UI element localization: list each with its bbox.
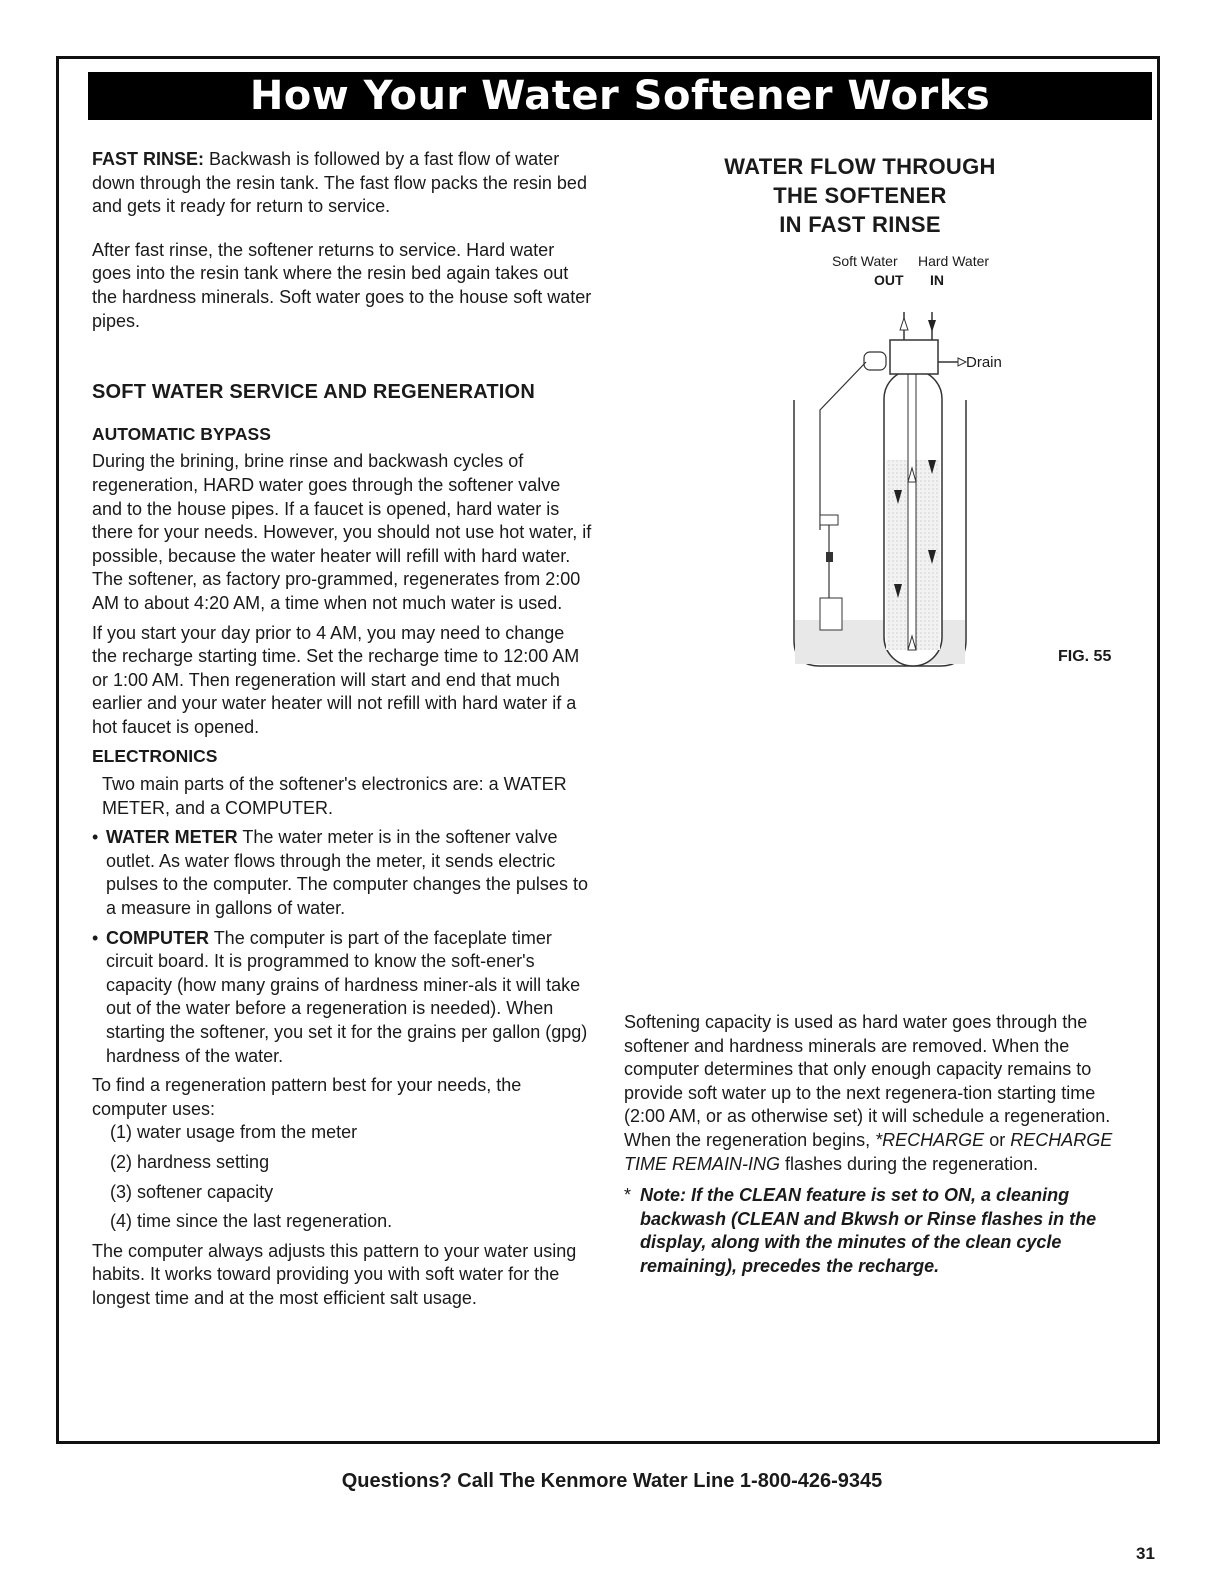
arrow-up-icon [900,318,908,330]
list-item: (2) hardness setting [110,1151,270,1172]
computer-text: The computer is part of the faceplate timer circuit board. It is programmed to know the soft-ener's capacity (how many grains of hardness miner-als it will take out of the water before a regeneration is needed). When starting the softener, you set it for the grains per gallon (gpg) hardness of the water. [106,927,588,1066]
computer-label: COMPUTER [106,927,209,948]
valve-head [890,340,938,374]
water-meter-label: WATER METER [106,827,238,848]
electronics-heading: ELECTRONICS [92,746,218,767]
page-number: 31 [1136,1544,1155,1563]
brine-float [820,515,838,525]
in-label: IN [930,272,944,288]
left-column [92,148,592,1311]
valve-knob [864,352,886,370]
clean-note [624,1184,1124,1278]
fast-rinse-paragraph [92,148,592,219]
note-asterisk: * [624,1185,632,1206]
section-heading: SOFT WATER SERVICE AND REGENERATION [92,381,535,404]
footer-helpline: Questions? Call The Kenmore Water Line 1-800-426-9345 [341,1470,883,1492]
closing-paragraph: The computer always adjusts this pattern to your water using habits. It works toward providing you with soft water for the longest time and at the most efficient salt usage. [92,1240,577,1308]
water-meter-text: The water meter is in the softener valve outlet. As water flows through the meter, it sends electric pulses to the computer. The computer changes the pulses to a measure in gallons of water. [106,827,588,919]
right-column [624,1011,1124,1279]
capacity-end: flashes during the regeneration. [780,1153,1039,1174]
list-item: (3) softener capacity [110,1181,274,1202]
out-label: OUT [874,272,904,288]
air-check [820,598,842,630]
figure-number: FIG. 55 [1058,648,1112,665]
figure-title [680,152,1040,239]
drain-arrow-icon [958,358,966,366]
hard-water-label: Hard Water [918,253,990,269]
bypass-heading: AUTOMATIC BYPASS [92,423,271,444]
drain-label: Drain [966,354,1002,371]
list-item: (1) water usage from the meter [110,1122,358,1143]
page-title: How Your Water Softener Works [88,72,1152,120]
softener-diagram [780,300,980,680]
bypass-paragraph-1: During the brining, brine rinse and backwash cycles of regeneration, HARD water goes through the softener valve and to the house pipes. If a faucet is opened, hard water is there for your needs. However, you should not use hot water, if possible, because the water heater will refill with hard water. The softener, as factory pro-grammed, regenerates from 2:00 AM to about 4:20 AM, a time when not much water is used. [92,451,592,613]
figure-title-line: IN FAST RINSE [779,212,941,237]
capacity-text: Softening capacity is used as hard water goes through the softener and hardness minerals are removed. When the computer determines that only enough capacity remains to provide soft water up to the next regenera-tion starting time (2:00 AM, or as otherwise set) it will schedule a regeneration. When the regeneration begins, [624,1012,1111,1150]
figure-title-line: THE SOFTENER [773,183,947,208]
after-rinse-paragraph: After fast rinse, the softener returns to service. Hard water goes into the resin tank where the resin bed again takes out the hardness minerals. Soft water goes to the house soft water pipes. [92,239,592,331]
bypass-paragraph-2: If you start your day prior to 4 AM, you may need to change the recharge starting time. Set the recharge time to 12:00 AM or 1:00 AM. Then regeneration will start and end that much earlier and your water heater will not refill with hard water if a hot faucet is opened. [92,622,580,737]
list-item: (4) time since the last regeneration. [110,1211,393,1232]
electronics-intro: Two main parts of the softener's electronics are: a WATER METER, and a COMPUTER. [102,774,567,818]
capacity-paragraph [624,1011,1124,1176]
fast-rinse-text: Backwash is followed by a fast flow of water down through the resin tank. The fast flow packs the resin bed and gets it ready for return to service. [92,149,587,217]
capacity-or: or [984,1129,1011,1150]
float-stop [826,552,833,562]
note-text: Note: If the CLEAN feature is set to ON, a cleaning backwash (CLEAN and Bkwsh or Rinse flashes in the display, along with the minutes of the clean cycle remaining), precedes the recharge. [640,1185,1097,1276]
arrow-down-icon [928,320,936,332]
recharge-term: *RECHARGE [875,1129,985,1150]
recharge-time-term: RECHARGE TIME REMAIN-ING [624,1129,1113,1174]
fast-rinse-label: FAST RINSE: [92,149,205,169]
pattern-list [92,1121,592,1233]
water-meter-bullet [92,826,592,920]
figure-title-line: WATER FLOW THROUGH [724,154,996,179]
soft-water-label: Soft Water [832,253,898,269]
computer-bullet [92,927,592,1069]
brine-line [820,362,866,530]
riser-tube [908,360,916,650]
bullet-dot: • [92,927,99,948]
bullet-dot: • [92,827,99,848]
pattern-intro: To find a regeneration pattern best for your needs, the computer uses: [92,1075,522,1119]
